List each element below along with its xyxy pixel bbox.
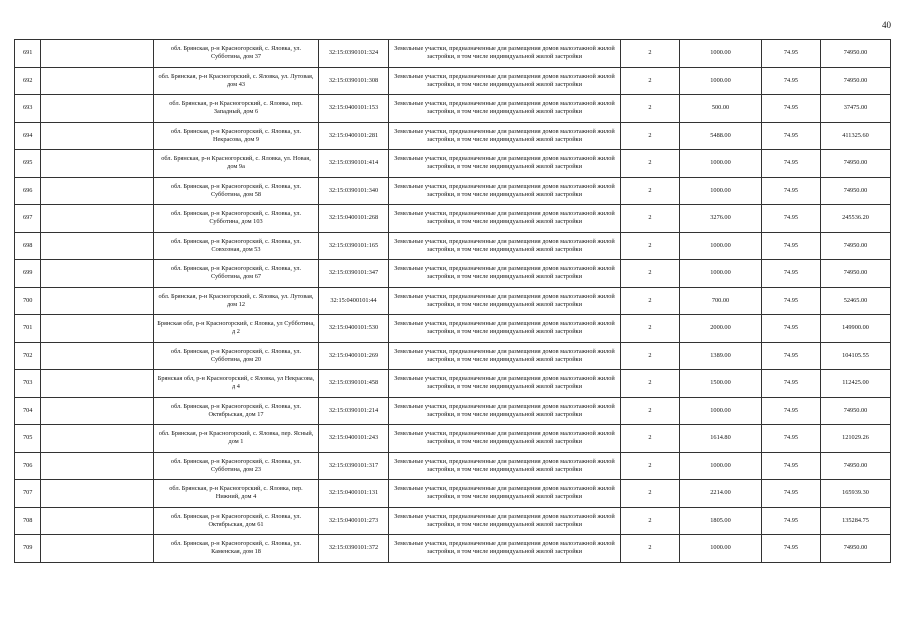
cadastral-number-cell: 32:15:0400101:268 [319,205,389,233]
area-cell: 3276.00 [680,205,762,233]
area-cell: 1000.00 [680,67,762,95]
group-cell: 2 [621,425,680,453]
empty-cell [41,287,154,315]
value-cell: 74950.00 [821,150,891,178]
empty-cell [41,95,154,123]
value-cell: 74950.00 [821,452,891,480]
category-cell: Земельные участки, предназначенные для размещения домов малоэтажной жилой застройки, в том числе индивидуальной жилой застройки [389,480,621,508]
group-cell: 2 [621,122,680,150]
category-cell: Земельные участки, предназначенные для размещения домов малоэтажной жилой застройки, в том числе индивидуальной жилой застройки [389,122,621,150]
area-cell: 1000.00 [680,177,762,205]
rate-cell: 74.95 [762,370,821,398]
category-cell: Земельные участки, предназначенные для размещения домов малоэтажной жилой застройки, в том числе индивидуальной жилой застройки [389,315,621,343]
cadastral-number-cell: 32:15:0400101:243 [319,425,389,453]
value-cell: 149900.00 [821,315,891,343]
table-row [15,150,891,178]
cadastral-number-cell: 32:15:0390101:308 [319,67,389,95]
cadastral-number-cell: 32:15:0400101:44 [319,287,389,315]
address-cell: обл. Брянская, р-н Красногорский, с. Яловка, ул. Некрасова, дом 9 [154,122,319,150]
table-row [15,397,891,425]
cadastral-number-cell: 32:15:0390101:324 [319,40,389,68]
address-cell: обл. Брянская, р-н Красногорский, с. Яловка, пер. Западный, дом 6 [154,95,319,123]
group-cell: 2 [621,205,680,233]
register-body [15,40,891,563]
table-row [15,67,891,95]
value-cell: 411325.60 [821,122,891,150]
empty-cell [41,425,154,453]
rate-cell: 74.95 [762,287,821,315]
table-row [15,260,891,288]
rate-cell: 74.95 [762,260,821,288]
empty-cell [41,480,154,508]
value-cell: 37475.00 [821,95,891,123]
value-cell: 135284.75 [821,507,891,535]
category-cell: Земельные участки, предназначенные для размещения домов малоэтажной жилой застройки, в том числе индивидуальной жилой застройки [389,67,621,95]
table-row [15,232,891,260]
category-cell: Земельные участки, предназначенные для размещения домов малоэтажной жилой застройки, в том числе индивидуальной жилой застройки [389,425,621,453]
row-number: 706 [15,452,41,480]
value-cell: 112425.00 [821,370,891,398]
value-cell: 245536.20 [821,205,891,233]
empty-cell [41,260,154,288]
area-cell: 500.00 [680,95,762,123]
rate-cell: 74.95 [762,480,821,508]
rate-cell: 74.95 [762,67,821,95]
row-number: 692 [15,67,41,95]
area-cell: 700.00 [680,287,762,315]
area-cell: 2000.00 [680,315,762,343]
value-cell: 74950.00 [821,260,891,288]
value-cell: 74950.00 [821,177,891,205]
address-cell: обл. Брянская, р-н Красногорский, с. Яловка, ул. Октябрьская, дом 17 [154,397,319,425]
category-cell: Земельные участки, предназначенные для размещения домов малоэтажной жилой застройки, в том числе индивидуальной жилой застройки [389,397,621,425]
address-cell: обл. Брянская, р-н Красногорский, с. Яловка, ул. Субботина, дом 103 [154,205,319,233]
row-number: 693 [15,95,41,123]
empty-cell [41,397,154,425]
empty-cell [41,40,154,68]
category-cell: Земельные участки, предназначенные для размещения домов малоэтажной жилой застройки, в том числе индивидуальной жилой застройки [389,205,621,233]
table-row [15,40,891,68]
cadastral-number-cell: 32:15:0390101:347 [319,260,389,288]
empty-cell [41,507,154,535]
address-cell: обл. Брянская, р-н Красногорский, с. Яловка, ул. Лутовая, дом 43 [154,67,319,95]
area-cell: 2214.00 [680,480,762,508]
area-cell: 1614.80 [680,425,762,453]
area-cell: 1000.00 [680,150,762,178]
page-number: 40 [882,20,891,30]
cadastral-number-cell: 32:15:0390101:414 [319,150,389,178]
empty-cell [41,67,154,95]
empty-cell [41,122,154,150]
row-number: 698 [15,232,41,260]
group-cell: 2 [621,67,680,95]
group-cell: 2 [621,232,680,260]
area-cell: 1000.00 [680,232,762,260]
address-cell: обл. Брянская, р-н Красногорский, с. Яловка, ул. Лутовая, дом 12 [154,287,319,315]
row-number: 708 [15,507,41,535]
category-cell: Земельные участки, предназначенные для размещения домов малоэтажной жилой застройки, в том числе индивидуальной жилой застройки [389,40,621,68]
table-row [15,425,891,453]
empty-cell [41,177,154,205]
table-row [15,287,891,315]
group-cell: 2 [621,507,680,535]
address-cell: обл. Брянская, р-н Красногорский, с. Яловка, ул. Новая, дом 9а [154,150,319,178]
value-cell: 74950.00 [821,232,891,260]
address-cell: обл. Брянская, р-н Красногорский, с. Яловка, ул. Каменская, дом 18 [154,535,319,563]
row-number: 704 [15,397,41,425]
rate-cell: 74.95 [762,342,821,370]
land-register-table [14,39,891,563]
table-row [15,535,891,563]
table-row [15,370,891,398]
table-row [15,205,891,233]
table-row [15,480,891,508]
category-cell: Земельные участки, предназначенные для размещения домов малоэтажной жилой застройки, в том числе индивидуальной жилой застройки [389,260,621,288]
empty-cell [41,535,154,563]
table-row [15,95,891,123]
group-cell: 2 [621,40,680,68]
value-cell: 104105.55 [821,342,891,370]
group-cell: 2 [621,260,680,288]
group-cell: 2 [621,397,680,425]
rate-cell: 74.95 [762,315,821,343]
rate-cell: 74.95 [762,150,821,178]
value-cell: 74950.00 [821,535,891,563]
table-row [15,122,891,150]
empty-cell [41,150,154,178]
area-cell: 1500.00 [680,370,762,398]
cadastral-number-cell: 32:15:0390101:340 [319,177,389,205]
group-cell: 2 [621,95,680,123]
rate-cell: 74.95 [762,452,821,480]
cadastral-number-cell: 32:15:0400101:131 [319,480,389,508]
cadastral-number-cell: 32:15:0400101:273 [319,507,389,535]
rate-cell: 74.95 [762,122,821,150]
row-number: 695 [15,150,41,178]
address-cell: Брянская обл, р-н Красногорский, с Яловка, ул Некрасова, д 4 [154,370,319,398]
value-cell: 74950.00 [821,40,891,68]
address-cell: Брянская обл, р-н Красногорский, с Яловка, ул Субботина, д 2 [154,315,319,343]
row-number: 696 [15,177,41,205]
group-cell: 2 [621,287,680,315]
rate-cell: 74.95 [762,507,821,535]
row-number: 699 [15,260,41,288]
empty-cell [41,205,154,233]
value-cell: 121029.26 [821,425,891,453]
category-cell: Земельные участки, предназначенные для размещения домов малоэтажной жилой застройки, в том числе индивидуальной жилой застройки [389,452,621,480]
row-number: 703 [15,370,41,398]
cadastral-number-cell: 32:15:0400101:153 [319,95,389,123]
row-number: 697 [15,205,41,233]
area-cell: 1805.00 [680,507,762,535]
row-number: 707 [15,480,41,508]
group-cell: 2 [621,150,680,178]
row-number: 709 [15,535,41,563]
address-cell: обл. Брянская, р-н Красногорский, с. Яловка, ул. Субботина, дом 37 [154,40,319,68]
category-cell: Земельные участки, предназначенные для размещения домов малоэтажной жилой застройки, в том числе индивидуальной жилой застройки [389,177,621,205]
address-cell: обл. Брянская, р-н Красногорский, с. Яловка, ул. Совхозная, дом 53 [154,232,319,260]
category-cell: Земельные участки, предназначенные для размещения домов малоэтажной жилой застройки, в том числе индивидуальной жилой застройки [389,232,621,260]
rate-cell: 74.95 [762,177,821,205]
group-cell: 2 [621,177,680,205]
cadastral-number-cell: 32:15:0390101:458 [319,370,389,398]
group-cell: 2 [621,480,680,508]
category-cell: Земельные участки, предназначенные для размещения домов малоэтажной жилой застройки, в том числе индивидуальной жилой застройки [389,370,621,398]
category-cell: Земельные участки, предназначенные для размещения домов малоэтажной жилой застройки, в том числе индивидуальной жилой застройки [389,535,621,563]
address-cell: обл. Брянская, р-н Красногорский, с. Яловка, ул. Октябрьская, дом 61 [154,507,319,535]
category-cell: Земельные участки, предназначенные для размещения домов малоэтажной жилой застройки, в том числе индивидуальной жилой застройки [389,342,621,370]
rate-cell: 74.95 [762,95,821,123]
area-cell: 1000.00 [680,535,762,563]
empty-cell [41,342,154,370]
row-number: 694 [15,122,41,150]
rate-cell: 74.95 [762,40,821,68]
cadastral-number-cell: 32:15:0390101:317 [319,452,389,480]
area-cell: 1000.00 [680,260,762,288]
cadastral-number-cell: 32:15:0400101:269 [319,342,389,370]
cadastral-number-cell: 32:15:0390101:372 [319,535,389,563]
group-cell: 2 [621,370,680,398]
table-row [15,452,891,480]
row-number: 705 [15,425,41,453]
rate-cell: 74.95 [762,535,821,563]
row-number: 702 [15,342,41,370]
group-cell: 2 [621,535,680,563]
rate-cell: 74.95 [762,425,821,453]
group-cell: 2 [621,342,680,370]
empty-cell [41,452,154,480]
table-row [15,342,891,370]
value-cell: 165939.30 [821,480,891,508]
table-row [15,507,891,535]
address-cell: обл. Брянская, р-н Красногорский, с. Яловка, ул. Субботина, дом 67 [154,260,319,288]
area-cell: 5488.00 [680,122,762,150]
address-cell: обл. Брянская, р-н Красногорский, с. Яловка, пер. Нижний, дом 4 [154,480,319,508]
value-cell: 74950.00 [821,67,891,95]
value-cell: 52465.00 [821,287,891,315]
table-row [15,177,891,205]
area-cell: 1000.00 [680,452,762,480]
address-cell: обл. Брянская, р-н Красногорский, с. Яловка, ул. Субботина, дом 20 [154,342,319,370]
category-cell: Земельные участки, предназначенные для размещения домов малоэтажной жилой застройки, в том числе индивидуальной жилой застройки [389,95,621,123]
rate-cell: 74.95 [762,232,821,260]
row-number: 701 [15,315,41,343]
empty-cell [41,315,154,343]
rate-cell: 74.95 [762,397,821,425]
cadastral-number-cell: 32:15:0400101:281 [319,122,389,150]
value-cell: 74950.00 [821,397,891,425]
group-cell: 2 [621,315,680,343]
category-cell: Земельные участки, предназначенные для размещения домов малоэтажной жилой застройки, в том числе индивидуальной жилой застройки [389,507,621,535]
area-cell: 1000.00 [680,397,762,425]
row-number: 691 [15,40,41,68]
table-row [15,315,891,343]
empty-cell [41,232,154,260]
row-number: 700 [15,287,41,315]
category-cell: Земельные участки, предназначенные для размещения домов малоэтажной жилой застройки, в том числе индивидуальной жилой застройки [389,150,621,178]
cadastral-number-cell: 32:15:0400101:530 [319,315,389,343]
address-cell: обл. Брянская, р-н Красногорский, с. Яловка, пер. Ясный, дом 1 [154,425,319,453]
empty-cell [41,370,154,398]
area-cell: 1389.00 [680,342,762,370]
group-cell: 2 [621,452,680,480]
cadastral-number-cell: 32:15:0390101:214 [319,397,389,425]
address-cell: обл. Брянская, р-н Красногорский, с. Яловка, ул. Субботина, дом 58 [154,177,319,205]
cadastral-number-cell: 32:15:0390101:165 [319,232,389,260]
address-cell: обл. Брянская, р-н Красногорский, с. Яловка, ул. Субботина, дом 23 [154,452,319,480]
rate-cell: 74.95 [762,205,821,233]
area-cell: 1000.00 [680,40,762,68]
category-cell: Земельные участки, предназначенные для размещения домов малоэтажной жилой застройки, в том числе индивидуальной жилой застройки [389,287,621,315]
